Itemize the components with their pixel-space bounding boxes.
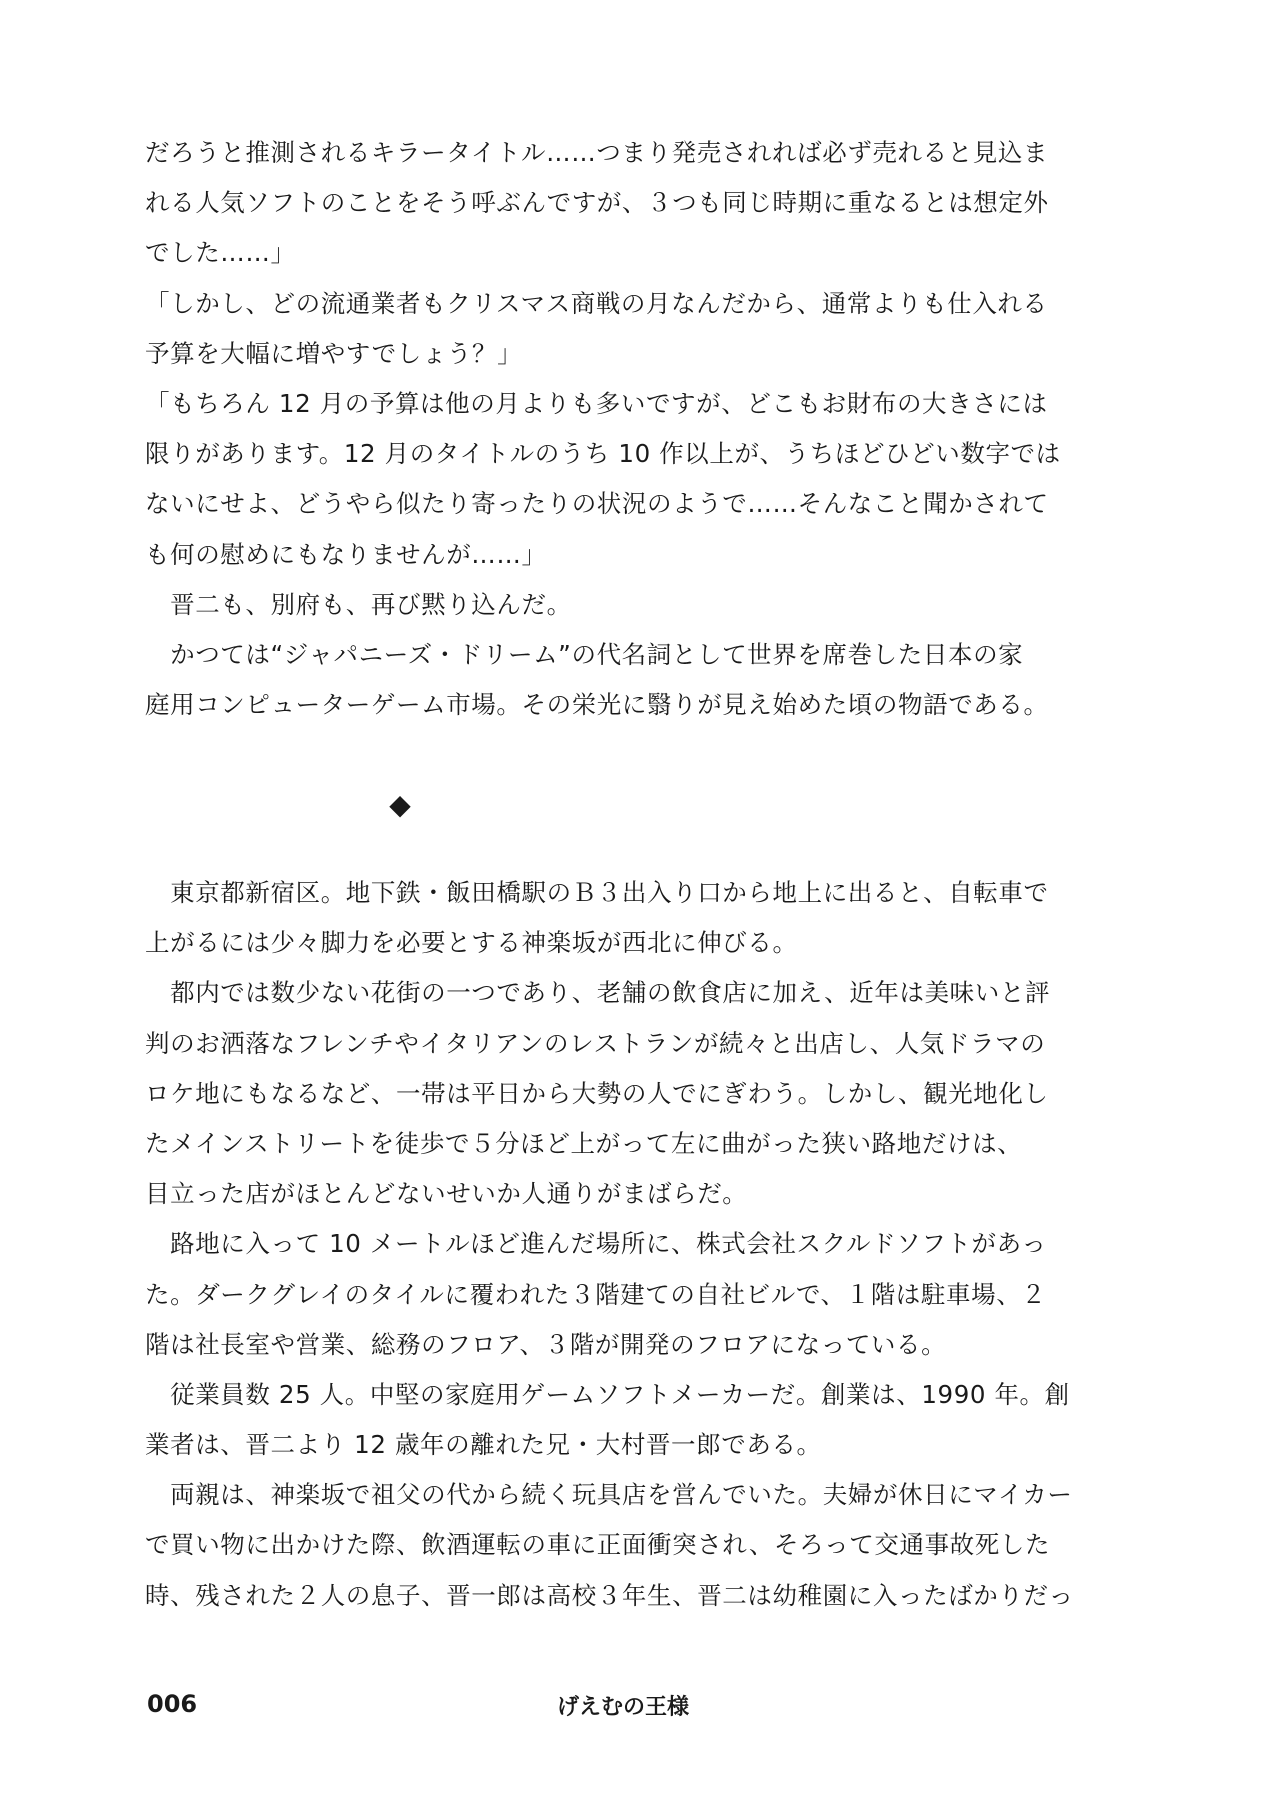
body-text-top <box>145 128 1135 730</box>
body-text-bottom <box>145 868 1135 1621</box>
text-line: 業者は、晋二より 12 歳年の離れた兄・大村晋一郎である。 <box>145 1430 822 1460</box>
text-line: だろうと推測されるキラータイトル……つまり発売されれば必ず売れると見込ま <box>145 138 1049 167</box>
text-line: でした……」 <box>145 238 296 268</box>
page-number: 006 <box>147 1690 198 1718</box>
text-line: かつては“ジャパニーズ・ドリーム”の代名詞として世界を席巻した日本の家 <box>145 639 1024 669</box>
text-line: 晋二も、別府も、再び黙り込んだ。 <box>145 589 572 619</box>
text-line: たメインストリートを徒歩で５分ほど上がって左に曲がった狭い路地だけは、 <box>145 1128 1023 1158</box>
text-line: 限りがあります。12 月のタイトルのうち 10 作以上が、うちほどひどい数字では <box>145 439 1061 469</box>
text-line: 「もちろん 12 月の予算は他の月よりも多いですが、どこもお財布の大きさには <box>145 388 1048 418</box>
text-line: 東京都新宿区。地下鉄・飯田橋駅のＢ３出入り口から地上に出ると、自転車で <box>145 878 1049 907</box>
text-line: 両親は、神楽坂で祖父の代から続く玩具店を営んでいた。夫婦が休日にマイカー <box>145 1480 1073 1510</box>
text-line: ロケ地にもなるなど、一帯は平日から大勢の人でにぎわう。しかし、観光地化し <box>145 1078 1049 1108</box>
section-separator-diamond: ◆ <box>389 788 411 821</box>
text-line: ないにせよ、どうやら似たり寄ったりの状況のようで……そんなこと聞かされて <box>145 489 1049 519</box>
text-line: 判のお洒落なフレンチやイタリアンのレストランが続々と出店し、人気ドラマの <box>145 1028 1046 1058</box>
text-line: 上がるには少々脚力を必要とする神楽坂が西北に伸びる。 <box>145 928 798 958</box>
text-line: た。ダークグレイのタイルに覆われた３階建ての自社ビルで、１階は駐車場、２ <box>145 1279 1047 1309</box>
running-book-title: げえむの王様 <box>557 1695 690 1720</box>
text-line: れる人気ソフトのことをそう呼ぶんですが、３つも同じ時期に重なるとは想定外 <box>145 188 1049 218</box>
text-line: 予算を大幅に増やすでしょう？」 <box>145 338 523 368</box>
text-line: 「しかし、どの流通業者もクリスマス商戦の月なんだから、通常よりも仕入れる <box>145 288 1048 318</box>
text-line: 階は社長室や営業、総務のフロア、３階が開発のフロアになっている。 <box>145 1329 947 1359</box>
text-line: 目立った店がほとんどないせいか人通りがまばらだ。 <box>145 1179 748 1209</box>
text-line: 従業員数 25 人。中堅の家庭用ゲームソフトメーカーだ。創業は、1990 年。創 <box>145 1379 1070 1409</box>
text-line: 路地に入って 10 メートルほど進んだ場所に、株式会社スクルドソフトがあっ <box>145 1229 1047 1259</box>
text-line: で買い物に出かけた際、飲酒運転の車に正面衝突され、そろって交通事故死した <box>145 1530 1051 1560</box>
text-line: 都内では数少ない花街の一つであり、老舗の飲食店に加え、近年は美味いと評 <box>145 978 1051 1008</box>
text-line: も何の慰めにもなりませんが……」 <box>145 539 547 569</box>
text-line: 庭用コンピューターゲーム市場。その栄光に翳りが見え始めた頃の物語である。 <box>145 690 1049 720</box>
text-line: 時、残された２人の息子、晋一郎は高校３年生、晋二は幼稚園に入ったばかりだっ <box>145 1580 1074 1610</box>
